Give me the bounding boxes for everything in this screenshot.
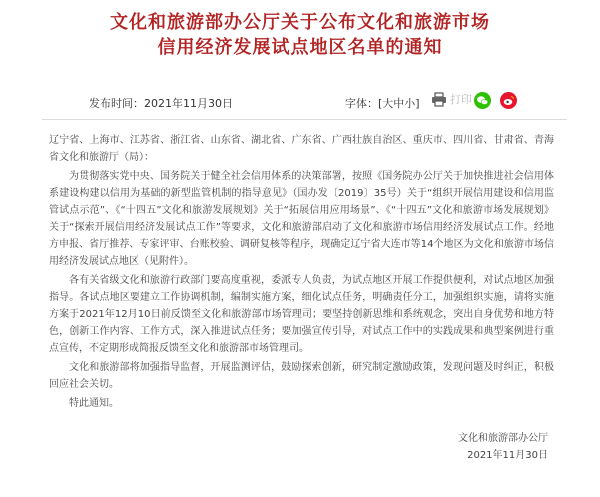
signature-org: 文化和旅游部办公厅 [458, 433, 548, 444]
wechat-icon[interactable] [474, 92, 491, 109]
signature-date: 2021年11月30日 [467, 450, 548, 461]
signature-block [458, 430, 548, 464]
printer-icon [431, 92, 447, 107]
page-title-line1: 文化和旅游部办公厅关于公布文化和旅游市场 [110, 12, 490, 33]
publish-date: 发布时间：2021年11月30日 [89, 97, 233, 110]
paragraph-3: 文化和旅游部将加强指导监督，开展监测评估，鼓励探索创新，研究制定激励政策，发现问题及时纠正，积极回应社会关切。 [49, 362, 554, 390]
paragraph-2: 各有关省级文化和旅游行政部门要高度重视，委派专人负责，为试点地区开展工作提供便利，对试点地区加强指导。各试点地区要建立工作协调机制，编制实施方案，细化试点任务，明确责任分工，加强组织实施，请将实施方案于2021年12月10日前反馈至文化和旅游部市场管理司；要坚持创新思维和系统观念，突出自身优势和地方特色，创新工作内容、工作方式，深入推进试点任务；要加强宣传引导，对试点工作中的实践成果和典型案例进行重点宣传，不定期形成简报反馈至文化和旅游部市场管理司。 [49, 275, 554, 354]
page-title-line2: 信用经济发展试点地区名单的通知 [157, 37, 443, 58]
article-body [49, 132, 554, 414]
addressee: 辽宁省、上海市、江苏省、浙江省、山东省、湖北省、广东省、广西壮族自治区、重庆市、四川省、甘肃省、青海省文化和旅游厅（局）： [49, 135, 554, 163]
print-label: 打印 [450, 93, 472, 106]
weibo-icon[interactable] [500, 92, 517, 109]
print-button[interactable] [431, 91, 472, 107]
font-size-selector[interactable]: 字体：[大中小] [345, 97, 420, 110]
divider [42, 119, 567, 120]
paragraph-1: 为贯彻落实党中央、国务院关于健全社会信用体系的决策部署，按照《国务院办公厅关于加快推进社会信用体系建设构建以信用为基础的新型监管机制的指导意见》（国办发〔2019〕35号）关于“组织开展信用建设和信用监管试点示范”、《“十四五”文化和旅游发展规划》关于“拓展信用应用场景”、《“十四五”文化和旅游市场发展规划》关于“探索开展信用经济发展试点工作”等要求，文化和旅游部启动了文化和旅游市场信用经济发展试点工作。经地方申报、省厅推荐、专家评审、台账校验、调研复核等程序，现确定辽宁省大连市等14个地区为文化和旅游市场信用经济发展试点地区（见附件）。 [49, 171, 554, 267]
closing: 特此通知。 [69, 398, 119, 409]
meta-bar [89, 90, 539, 114]
